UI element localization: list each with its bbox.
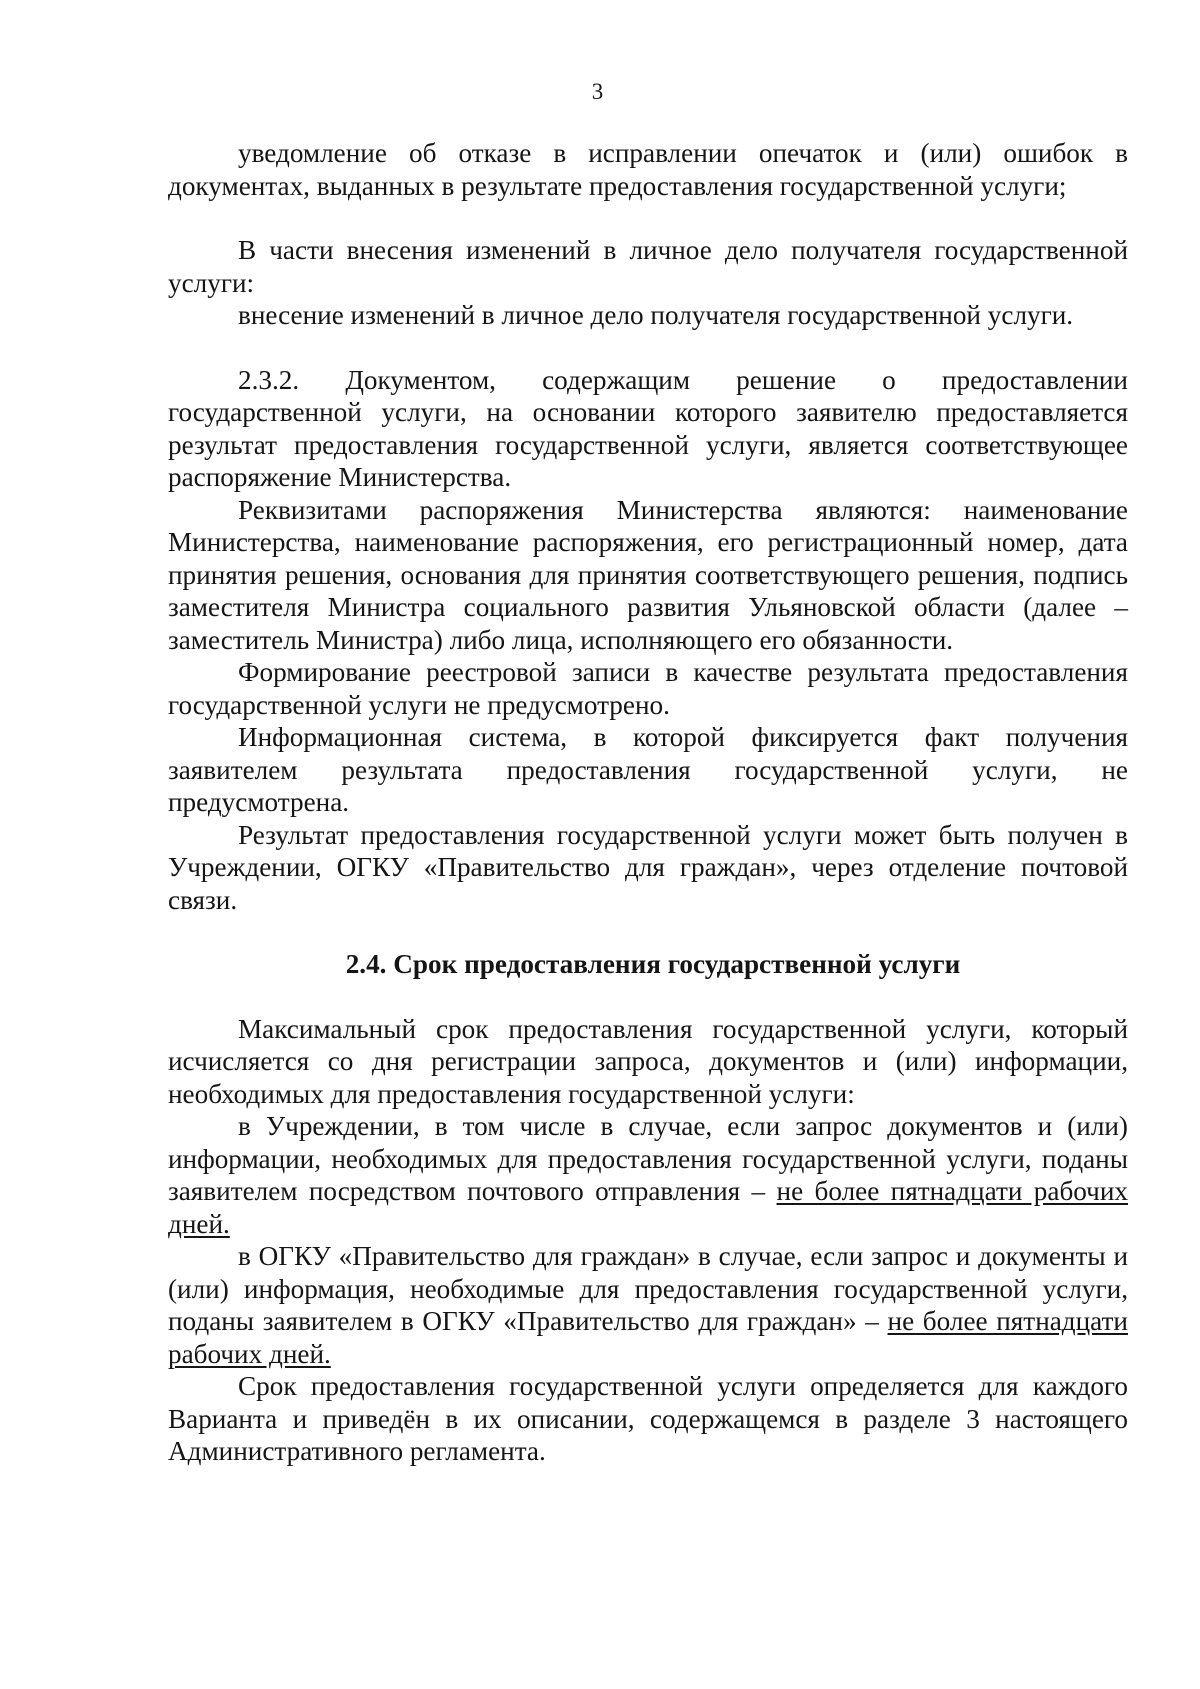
document-body bbox=[168, 137, 1128, 1468]
paragraph-refusal-notice: уведомление об отказе в исправлении опечаток и (или) ошибок в документах, выданных в результате предоставления государственной услуги; bbox=[168, 138, 1128, 201]
term-ogku-deadline: не более пятнадцати рабочих дней. bbox=[168, 1306, 1128, 1369]
section-heading-2-4: 2.4. Срок предоставления государственной услуги bbox=[345, 949, 961, 979]
paragraph-variant-term: Срок предоставления государственной услуги определяется для каждого Варианта и приведён в их описании, содержащемся в разделе 3 настоящего Административного регламента. bbox=[168, 1371, 1128, 1466]
paragraph-registry-record: Формирование реестровой записи в качестве результата предоставления государственной услуги не предусмотрено. bbox=[168, 657, 1128, 720]
paragraph-personal-file-section: В части внесения изменений в личное дело получателя государственной услуги: bbox=[168, 235, 1128, 298]
paragraph-term-institution bbox=[168, 1110, 1128, 1240]
paragraph-max-term: Максимальный срок предоставления государственной услуги, который исчисляется со дня регистрации запроса, документов и (или) информации, необходимых для предоставления государственной услуги: bbox=[168, 1013, 1128, 1109]
page-number: 3 bbox=[591, 79, 604, 104]
paragraph-result-receipt: Результат предоставления государственной услуги может быть получен в Учреждении, ОГКУ «Правительство для граждан», через отделение почтовой связи. bbox=[168, 819, 1128, 915]
paragraph-order-details: Реквизитами распоряжения Министерства являются: наименование Министерства, наименование распоряжения, его регистрационный номер, дата принятия решения, основания для принятия соответствующего решения, подпись заместителя Министра социального развития Ульяновской области (далее – заместитель Министра) либо лица, исполняющего его обязанности. bbox=[168, 494, 1128, 655]
paragraph-information-system: Информационная система, в которой фиксируется факт получения заявителем результата предоставления государственной услуги, не предусмотрена. bbox=[168, 722, 1128, 817]
term-institution-deadline: не более пятнадцати рабочих дней. bbox=[168, 1176, 1128, 1239]
term-institution-text: в Учреждении, в том числе в случае, если запрос документов и (или) информации, необходимых для предоставления государственной услуги, поданы заявителем посредством почтового отправления – bbox=[168, 1111, 1128, 1206]
term-ogku-text: в ОГКУ «Правительство для граждан» в случае, если запрос и документы и (или) информация, необходимые для предоставления государственной услуги, поданы заявителем в ОГКУ «Правительство для граждан» – bbox=[168, 1241, 1128, 1336]
paragraph-personal-file-change: внесение изменений в личное дело получателя государственной услуги. bbox=[238, 300, 1074, 330]
paragraph-2-3-2: 2.3.2. Документом, содержащим решение о предоставлении государственной услуги, на основании которого заявителю предоставляется результат предоставления государственной услуги, является соответствующее распоряжение Министерства. bbox=[168, 364, 1128, 492]
paragraph-term-ogku bbox=[168, 1240, 1128, 1370]
